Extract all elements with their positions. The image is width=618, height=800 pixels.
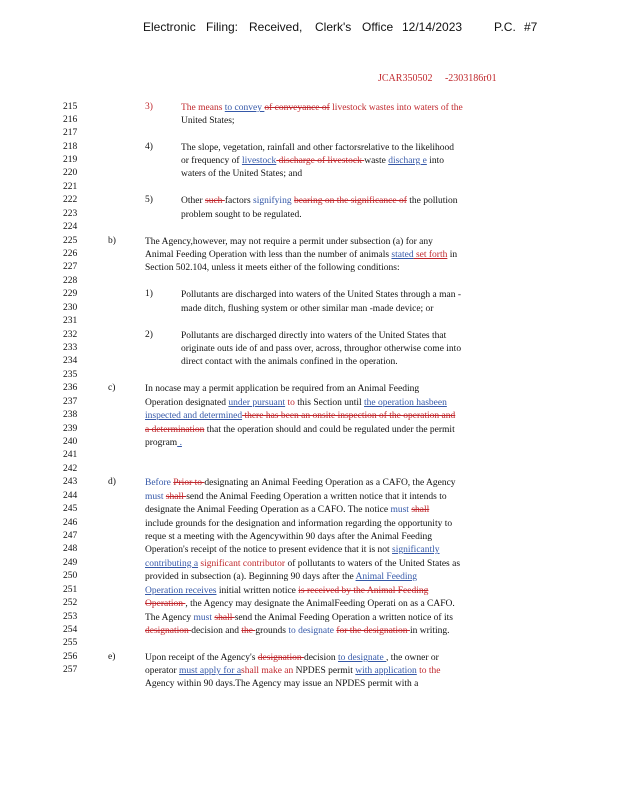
text-run: significant contributor [198, 559, 286, 569]
section-b-line-3: Section 502.104, unless it meets either of the following conditions: [145, 263, 400, 273]
inserted-text: signifying [253, 196, 294, 206]
deleted-text: shall [411, 505, 430, 515]
item-b1-line-1: Pollutants are discharged into waters of the United States through a man - [181, 290, 462, 300]
text-run: to [285, 398, 295, 408]
line-number: 249 [63, 558, 78, 568]
item-marker-b1: 1) [145, 289, 153, 299]
inserted-text: stated [391, 250, 414, 260]
section-d-line-4: include grounds for the designation and information regarding the opportunity to [145, 519, 453, 529]
item-5-line-2: problem sought to be regulated. [181, 210, 302, 220]
line-number: 241 [63, 450, 78, 460]
section-d-line-5: reque st a meeting with the Agencywithin 90 days after the Animal Feeding [145, 532, 433, 542]
section-e-line-1 [145, 652, 439, 665]
section-c-line-1: In nocase may a permit application be required from an Animal Feeding [145, 384, 420, 394]
section-d-line-3 [145, 504, 429, 517]
line-number: 223 [63, 209, 78, 219]
text-run: decision [303, 653, 339, 663]
text-run: operator [145, 666, 180, 676]
item-4-line-1: The slope, vegetation, rainfall and other factorsrelative to the likelihood [181, 143, 455, 153]
text-run: The means [181, 103, 225, 113]
deleted-text: discharge of livestock [276, 156, 365, 166]
line-number: 240 [63, 437, 78, 447]
item-marker-4: 4) [145, 142, 153, 152]
text-run: shall make an [241, 666, 294, 676]
section-marker-d: d) [108, 477, 116, 487]
line-number: 222 [63, 195, 78, 205]
inserted-text: Operation receives [145, 586, 217, 596]
item-marker-3: 3) [145, 102, 153, 112]
section-marker-c: c) [108, 383, 116, 393]
section-marker-b: b) [108, 236, 116, 246]
section-d-line-12 [145, 625, 450, 638]
section-c-line-2 [145, 397, 447, 410]
header-received: Received, [249, 20, 303, 34]
deleted-text: such [205, 196, 225, 206]
text-run: in [447, 250, 458, 260]
header-office: Office [362, 20, 394, 34]
section-b-line-2 [145, 249, 457, 262]
filing-header [0, 20, 618, 36]
deleted-text: designation [257, 653, 304, 663]
inserted-text: . [177, 438, 182, 448]
text-run: of pollutants to waters of the United States as [285, 559, 461, 569]
header-pc: P.C. [494, 20, 516, 34]
text-run: provided in subsection (a). Beginning 90 days after the [145, 572, 356, 582]
header-filing: Filing: [206, 20, 239, 34]
section-d-line-1 [145, 477, 456, 490]
line-number: 255 [63, 638, 78, 648]
text-run: factors [224, 196, 254, 206]
header-pc-number: #7 [524, 20, 538, 34]
inserted-text: contributing a [145, 559, 199, 569]
deleted-text: bearing on the significance of [293, 196, 407, 206]
item-marker-5: 5) [145, 195, 153, 205]
jcar-code: JCAR350502 [378, 73, 433, 84]
item-3-line-2: United States; [181, 116, 235, 126]
inserted-text: livestock [241, 156, 277, 166]
section-d-line-10 [145, 598, 455, 611]
section-e-line-3: Agency within 90 days.The Agency may issue an NPDES permit with a [145, 679, 419, 689]
deleted-text: designation [145, 626, 192, 636]
inserted-text: with application [355, 666, 417, 676]
inserted-text: must [390, 505, 412, 515]
item-b2-line-1: Pollutants are discharged directly into waters of the United States that [181, 331, 447, 341]
text-run: Operation's receipt of the notice to present evidence that it is not [145, 545, 393, 555]
text-run: or frequency of [181, 156, 242, 166]
deleted-text: Prior to [173, 478, 205, 488]
line-number: 224 [63, 222, 78, 232]
text-run: program [145, 438, 178, 448]
line-number: 244 [63, 491, 78, 501]
line-number: 234 [63, 356, 78, 366]
line-number: 232 [63, 330, 78, 340]
item-b2-line-3: direct contact with the animals confined in the operation. [181, 357, 398, 367]
deleted-text: shall [214, 613, 235, 623]
line-number: 235 [63, 370, 78, 380]
text-run: send the Animal Feeding Operation a written notice that it intends to [186, 492, 447, 502]
text-run: send the Animal Feeding Operation a written notice of its [234, 613, 453, 623]
line-number: 239 [63, 424, 78, 434]
text-run: NPDES permit [293, 666, 356, 676]
line-number: 216 [63, 115, 78, 125]
inserted-text: must [145, 492, 166, 502]
text-run: livestock wastes into waters of the [329, 103, 463, 113]
line-number: 230 [63, 303, 78, 313]
item-5-line-1 [181, 195, 458, 208]
line-number: 233 [63, 343, 78, 353]
line-number: 228 [63, 276, 78, 286]
deleted-text: Operation [145, 599, 186, 609]
line-number: 256 [63, 652, 78, 662]
line-number: 218 [63, 142, 78, 152]
deleted-text: of conveyance of [264, 103, 330, 113]
inserted-text: Animal Feeding [355, 572, 418, 582]
inserted-text: to convey [224, 103, 265, 113]
section-e-line-2 [145, 665, 441, 678]
item-4-line-2 [181, 155, 444, 168]
section-d-line-9 [145, 585, 428, 598]
inserted-text: to designate [338, 653, 387, 663]
item-b1-line-2: made ditch, flushing system or other similar man -made device; or [181, 304, 434, 314]
deleted-text: for the designation [336, 626, 410, 636]
line-number: 253 [63, 612, 78, 622]
section-marker-e: e) [108, 652, 116, 662]
header-date: 12/14/2023 [402, 20, 463, 34]
text-run: initial written notice [216, 586, 299, 596]
item-3-line-1 [181, 102, 463, 115]
section-d-line-8 [145, 571, 417, 584]
deleted-text: there has been an onsite inspection of the operation and [242, 411, 456, 421]
line-number: 257 [63, 665, 78, 675]
text-run: that the operation should and could be regulated under the permit [204, 425, 455, 435]
text-run: set forth [413, 250, 448, 260]
line-number: 245 [63, 504, 78, 514]
line-number: 254 [63, 625, 78, 635]
jcar-number: -2303186r01 [444, 73, 497, 84]
text-run: designating an Animal Feeding Operation as a CAFO, the Agency [204, 478, 456, 488]
line-number: 236 [63, 383, 78, 393]
line-number: 251 [63, 585, 78, 595]
inserted-text: the operation hasbeen [364, 398, 447, 408]
text-run: into [426, 156, 444, 166]
line-number: 237 [63, 397, 78, 407]
text-run: this Section until [294, 398, 365, 408]
text-run: designate the Animal Feeding Operation as a CAFO. The notice [145, 505, 391, 515]
section-d-line-6 [145, 544, 440, 557]
line-number: 220 [63, 168, 78, 178]
line-number: 242 [63, 464, 78, 474]
item-marker-b2: 2) [145, 330, 153, 340]
line-number: 246 [63, 518, 78, 528]
header-electronic: Electronic [143, 20, 196, 34]
deleted-text: a determination [145, 425, 205, 435]
text-run: to the [416, 666, 441, 676]
line-number: 250 [63, 571, 78, 581]
section-c-line-4 [145, 424, 455, 437]
line-number: 219 [63, 155, 78, 165]
deleted-text: the [241, 626, 256, 636]
line-number: 217 [63, 128, 78, 138]
text-run: , the Agency may designate the AnimalFeeding Operati on as a CAFO. [185, 599, 455, 609]
inserted-text: must apply for a [179, 666, 242, 676]
text-run: decision and [191, 626, 242, 636]
inserted-text: Before [145, 478, 174, 488]
line-number: 243 [63, 477, 78, 487]
text-run: Other [181, 196, 206, 206]
text-run: Operation designated [145, 398, 229, 408]
inserted-text: significantly [392, 545, 440, 555]
line-number: 226 [63, 249, 78, 259]
inserted-text: inspected and determined [145, 411, 243, 421]
text-run: grounds [255, 626, 289, 636]
jcar-reference [378, 73, 497, 84]
text-run: the pollution [406, 196, 458, 206]
line-number: 221 [63, 182, 78, 192]
inserted-text: to designate [288, 626, 337, 636]
line-number: 231 [63, 316, 78, 326]
section-b-line-1: The Agency,however, may not require a permit under subsection (a) for any [145, 237, 433, 247]
text-run: in writing. [409, 626, 450, 636]
section-d-line-7 [145, 558, 460, 571]
line-number: 229 [63, 289, 78, 299]
line-number: 238 [63, 410, 78, 420]
line-number: 252 [63, 598, 78, 608]
text-run: waste [364, 156, 389, 166]
inserted-text: under pursuant [228, 398, 286, 408]
header-clerks: Clerk's [315, 20, 352, 34]
line-number: 227 [63, 262, 78, 272]
deleted-text: is received by the Animal Feeding [298, 586, 429, 596]
section-d-line-2 [145, 491, 447, 504]
section-c-line-5 [145, 437, 182, 450]
item-b2-line-2: originate outs ide of and pass over, across, throughor otherwise come into [181, 344, 462, 354]
inserted-text: discharg e [388, 156, 427, 166]
line-number: 247 [63, 531, 78, 541]
line-number: 215 [63, 102, 78, 112]
line-number: 225 [63, 236, 78, 246]
section-c-line-3 [145, 410, 455, 423]
section-d-line-11 [145, 612, 453, 625]
item-4-line-3: waters of the United States; and [181, 169, 303, 179]
inserted-text: must [193, 613, 215, 623]
text-run: Upon receipt of the Agency's [145, 653, 258, 663]
deleted-text: shall [165, 492, 187, 502]
line-number: 248 [63, 544, 78, 554]
text-run: The Agency [145, 613, 194, 623]
text-run: , the owner or [386, 653, 439, 663]
text-run: Animal Feeding Operation with less than the number of animals [145, 250, 392, 260]
